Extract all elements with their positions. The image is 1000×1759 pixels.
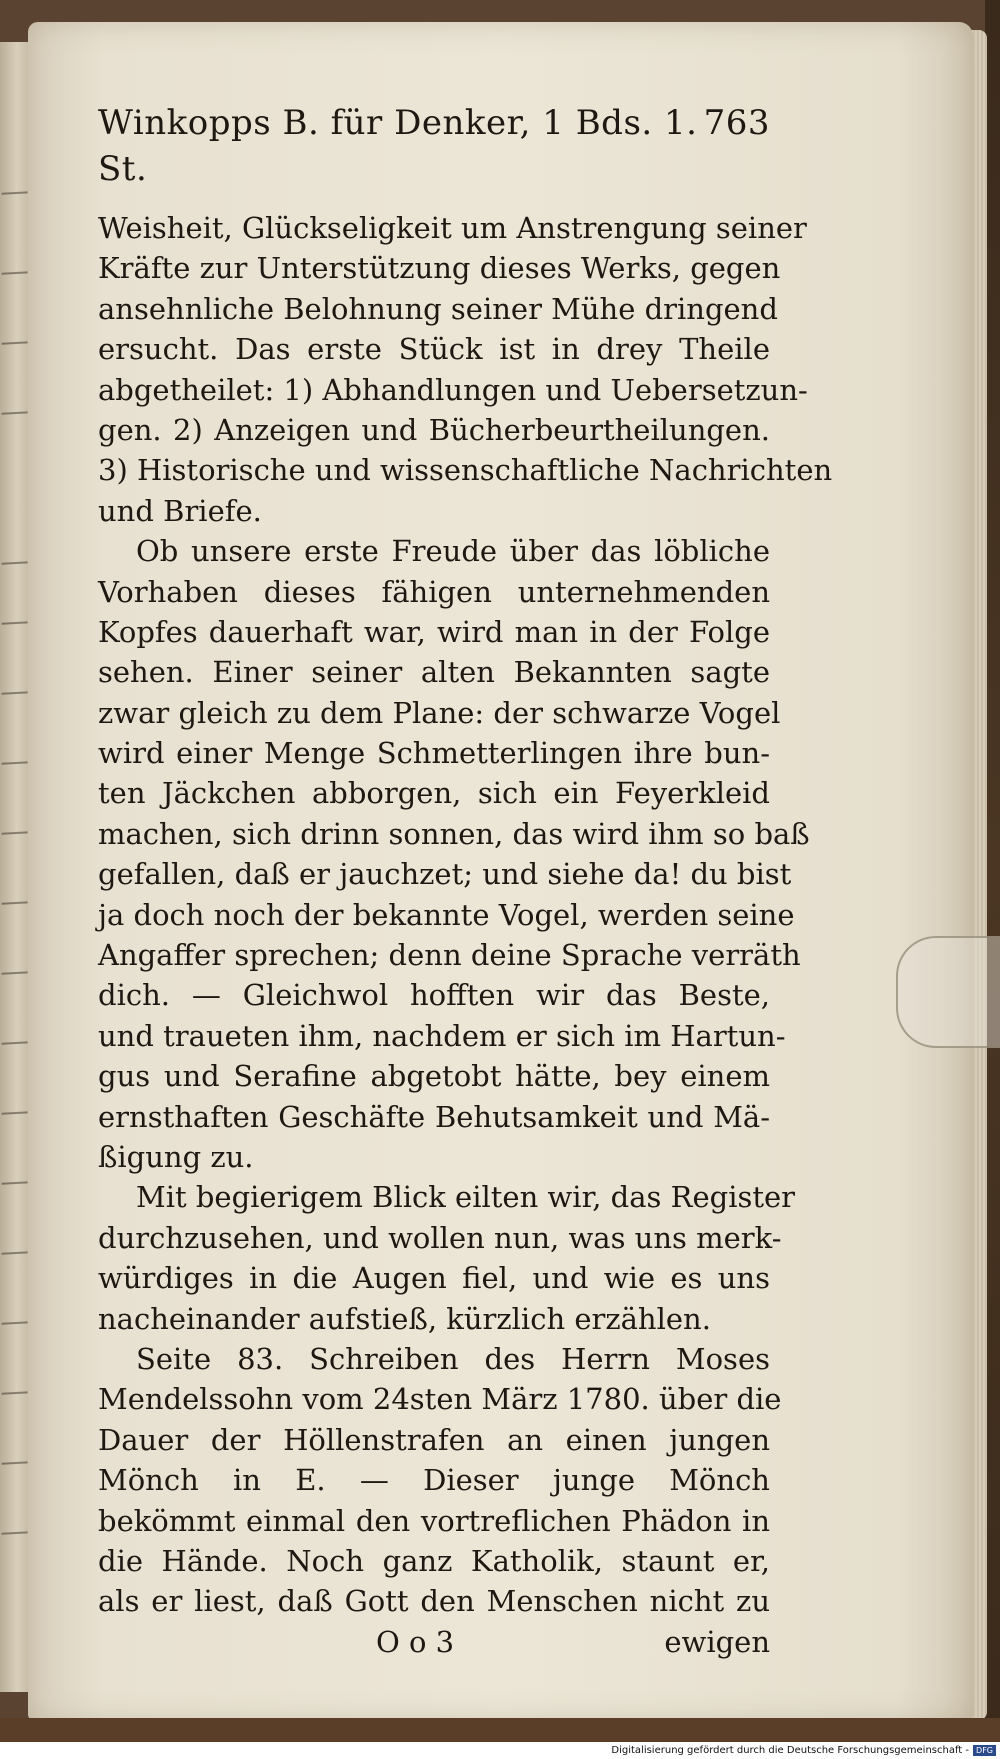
text-line: machen, sich drinn sonnen, das wird ihm so baß bbox=[98, 816, 810, 851]
text-line: Mönch in E. — Dieser junge Mönch bbox=[98, 1463, 770, 1498]
page-number: 763 bbox=[703, 103, 770, 143]
text-line: 3) Historische und wissenschaftliche Nachrichten bbox=[98, 453, 833, 488]
text-line: dich. — Gleichwol hofften wir das Beste, bbox=[98, 978, 770, 1013]
text-line: abgetheilet: 1) Abhandlungen und Uebersetzun- bbox=[98, 372, 808, 407]
text-line: die Hände. Noch ganz Katholik, staunt er, bbox=[98, 1543, 770, 1578]
text-line: Kräfte zur Unterstützung dieses Werks, gegen bbox=[98, 251, 781, 286]
page-clip bbox=[896, 936, 1000, 1048]
text-line: zwar gleich zu dem Plane: der schwarze Vogel bbox=[98, 695, 781, 730]
facing-page-text-fragment bbox=[2, 341, 29, 358]
text-line: ten Jäckchen abborgen, sich ein Feyerkleid bbox=[98, 776, 770, 811]
facing-page-text-fragment bbox=[2, 971, 29, 988]
facing-page-text-fragment bbox=[2, 1391, 29, 1408]
text-line: Ob unsere erste Freude über das löbliche bbox=[136, 534, 770, 569]
text-line: Weisheit, Glückseligkeit um Anstrengung seiner bbox=[98, 211, 807, 245]
text-line: Seite 83. Schreiben des Herrn Moses bbox=[136, 1341, 770, 1376]
facing-page-text-fragment bbox=[2, 621, 29, 638]
facing-page-text-fragment bbox=[2, 1111, 29, 1128]
text-line: Vorhaben dieses fähigen unternehmenden bbox=[98, 574, 770, 609]
text-line: als er liest, daß Gott den Menschen nicht zu bbox=[98, 1584, 770, 1619]
text-line: Mendelssohn vom 24sten März 1780. über die bbox=[98, 1382, 782, 1417]
facing-page-text-fragment bbox=[2, 691, 29, 708]
text-line: nacheinander aufstieß, kürzlich erzählen. bbox=[98, 1301, 711, 1336]
text-line: ja doch noch der bekannte Vogel, werden seine bbox=[98, 897, 795, 932]
text-line: Kopfes dauerhaft war, wird man in der Folge bbox=[98, 614, 770, 649]
dfg-logo-icon: DFG bbox=[973, 1745, 996, 1756]
text-line: Dauer der Höllenstrafen an einen jungen bbox=[98, 1422, 770, 1457]
facing-page-text-fragment bbox=[2, 1251, 29, 1268]
running-head bbox=[98, 100, 770, 192]
facing-page-text-fragment bbox=[2, 1181, 29, 1198]
facing-page-text-fragment bbox=[2, 191, 29, 208]
text-line: durchzusehen, und wollen nun, was uns merk- bbox=[98, 1220, 782, 1255]
signature-mark: O o 3 bbox=[376, 1624, 455, 1659]
text-line: ßigung zu. bbox=[98, 1139, 254, 1174]
text-line: und Briefe. bbox=[98, 493, 262, 528]
text-line: ansehnliche Belohnung seiner Mühe dringend bbox=[98, 291, 778, 326]
page-footer bbox=[98, 1622, 770, 1662]
facing-page-text-fragment bbox=[2, 271, 29, 288]
text-line: gen. 2) Anzeigen und Bücherbeurtheilungen. bbox=[98, 412, 770, 447]
text-line: ersucht. Das erste Stück ist in drey Theile bbox=[98, 332, 770, 367]
text-line: Angaffer sprechen; denn deine Sprache verräth bbox=[98, 938, 801, 973]
facing-page-text-fragment bbox=[2, 561, 29, 578]
text-line: gefallen, daß er jauchzet; und siehe da! du bist bbox=[98, 857, 792, 892]
text-line: bekömmt einmal den vortreflichen Phädon in bbox=[98, 1503, 770, 1538]
facing-page-text-fragment bbox=[2, 761, 29, 778]
text-line: gus und Serafine abgetobt hätte, bey einem bbox=[98, 1059, 770, 1094]
facing-page-text-fragment bbox=[2, 901, 29, 918]
attribution-bar bbox=[0, 1742, 1000, 1759]
text-line: ernsthaften Geschäfte Behutsamkeit und Mä- bbox=[98, 1099, 770, 1134]
attribution-text: Digitalisierung gefördert durch die Deutsche Forschungsgemeinschaft - bbox=[611, 1745, 970, 1756]
facing-page-text-fragment bbox=[2, 1461, 29, 1478]
running-title: Winkopps B. für Denker, 1 Bds. 1. St. bbox=[98, 103, 698, 189]
facing-page-text-fragment bbox=[2, 1321, 29, 1338]
page-text bbox=[98, 100, 833, 1662]
text-line: Mit begierigem Blick eilten wir, das Register bbox=[136, 1180, 796, 1215]
facing-page-text-fragment bbox=[2, 411, 29, 428]
facing-page-strip bbox=[0, 42, 30, 1692]
text-line: würdiges in die Augen fiel, und wie es uns bbox=[98, 1261, 770, 1296]
text-line: sehen. Einer seiner alten Bekannten sagte bbox=[98, 655, 770, 690]
facing-page-text-fragment bbox=[2, 1041, 29, 1058]
facing-page-text-fragment bbox=[2, 1531, 29, 1548]
facing-page-text-fragment bbox=[2, 831, 29, 848]
text-line: und traueten ihm, nachdem er sich im Hartun- bbox=[98, 1018, 786, 1053]
book-bottom-edge bbox=[0, 1718, 1000, 1742]
catchword: ewigen bbox=[664, 1624, 770, 1659]
text-line: wird einer Menge Schmetterlingen ihre bun- bbox=[98, 736, 770, 771]
